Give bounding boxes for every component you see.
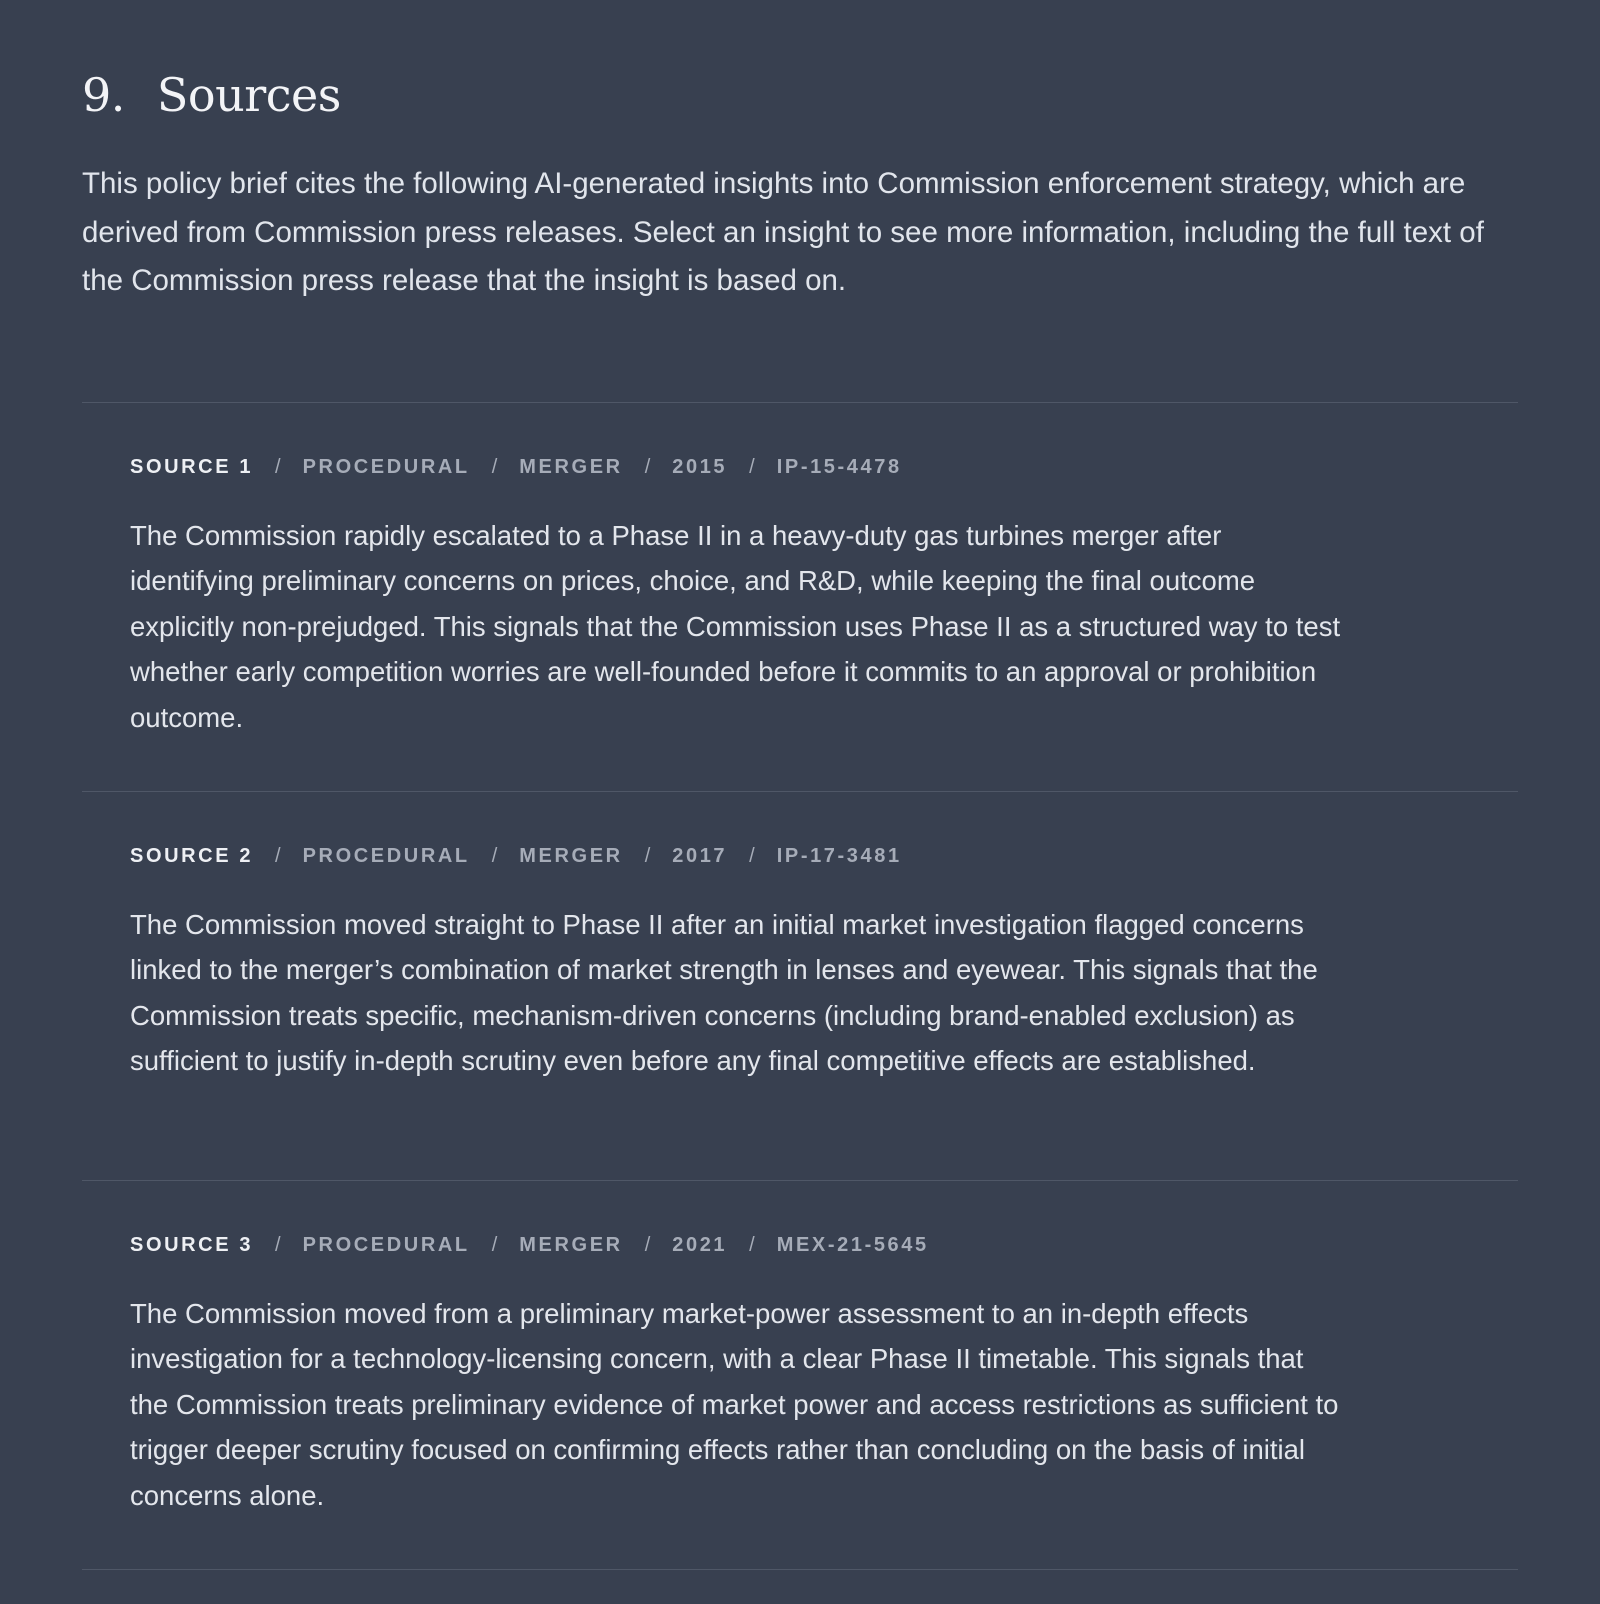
meta-separator: / [749,1233,755,1256]
source-year: 2015 [672,455,728,478]
source-year: 2021 [672,1233,728,1256]
source-type: PROCEDURAL [302,1233,470,1256]
source-label: SOURCE 2 [130,844,254,867]
source-type: PROCEDURAL [302,455,470,478]
section-intro: This policy brief cites the following AI-generated insights into Commission enforcement strategy, which are derived from Commission press releases. Select an insight to see more information, including the full text of the Commission press release that the insight is based on. [82,167,1484,297]
source-reference: MEX-21-5645 [776,1233,929,1256]
meta-separator: / [749,455,755,478]
source-meta [130,844,1470,868]
meta-separator: / [491,844,498,867]
source-label: SOURCE 1 [130,455,254,478]
meta-separator: / [644,455,651,478]
meta-separator: / [491,1233,498,1256]
source-meta [130,1233,1470,1257]
source-insight-text: The Commission rapidly escalated to a Phase II in a heavy-duty gas turbines merger after identifying preliminary concerns on prices, choice, and R&D, while keeping the final outcome explicitly non-prejudged. This signals that the Commission uses Phase II as a structured way to test whether early competition worries are well-founded before it commits to an approval or prohibition outcome. [130,519,1341,733]
meta-separator: / [644,1233,651,1256]
source-type: PROCEDURAL [302,844,470,867]
source-label: SOURCE 3 [130,1233,254,1256]
source-list [82,402,1518,1570]
source-insight-text: The Commission moved straight to Phase II after an initial market investigation flagged concerns linked to the merger’s combination of market strength in lenses and eyewear. This signals that the Commission treats specific, mechanism-driven concerns (including brand-enabled exclusion) as sufficient to justify in-depth scrutiny even before any final competitive effects are established. [130,908,1318,1076]
section-heading [82,62,1518,128]
section-number: 9. [82,68,125,122]
source-meta [130,455,1470,479]
meta-separator: / [275,844,281,867]
source-category: MERGER [519,455,623,478]
source-category: MERGER [519,1233,623,1256]
meta-separator: / [749,844,755,867]
meta-separator: / [275,455,281,478]
meta-separator: / [644,844,651,867]
source-reference: IP-15-4478 [776,455,902,478]
source-insight-text: The Commission moved from a preliminary market-power assessment to an in-depth effects investigation for a technology-licensing concern, with a clear Phase II timetable. This signals that the Commission treats preliminary evidence of market power and access restrictions as sufficient to trigger deeper scrutiny focused on confirming effects rather than concluding on the basis of initial concerns alone. [130,1297,1339,1511]
section-title: Sources [156,68,341,122]
source-category: MERGER [519,844,623,867]
source-reference: IP-17-3481 [776,844,902,867]
source-card-3[interactable] [82,1181,1518,1570]
source-year: 2017 [672,844,728,867]
meta-separator: / [275,1233,281,1256]
meta-separator: / [491,455,498,478]
source-card-2[interactable] [82,792,1518,1181]
source-card-1[interactable] [82,403,1518,792]
